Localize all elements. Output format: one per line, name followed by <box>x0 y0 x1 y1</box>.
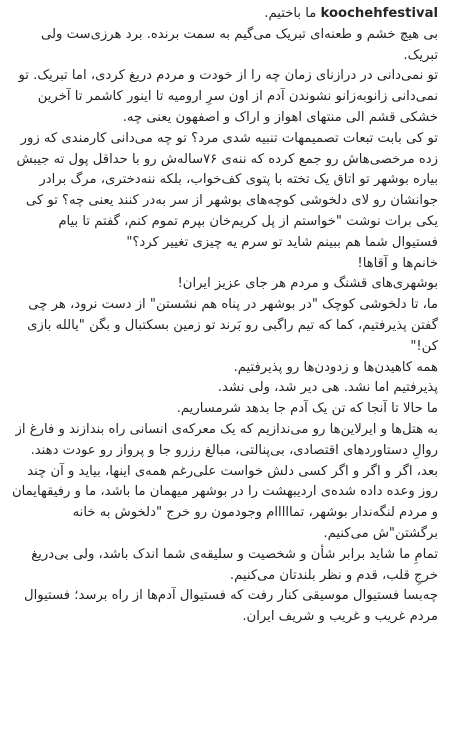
caption-paragraph: خانم‌ها و آقاها! <box>357 255 438 271</box>
caption-paragraph: بی هیچ خشم و طعنه‌ای تبریک می‌گیم به سمت برنده. برد هرزی‌ست ولی تبریک. <box>41 26 438 63</box>
caption-paragraph: ما حالا تا آنجا که تن یک آدم جا بدهد شرمساریم. <box>176 401 438 417</box>
caption-paragraph: بوشهری‌های قشنگ و مردم هر جای عزیز ایران! <box>177 276 438 292</box>
caption-paragraph: تو کی بابت تبعات تصمیمهات تنبیه شدی مرد؟ تو چه می‌دانی کارمندی که زور زده مرخصی‌هاش رو جمع کرده که ننه‌ی ۷۶ساله‌ش رو با حداقل پول ته جیبش بیاره بوشهر تو اتاق یک تخته با پتوی کف‌خواب، بلکه ننه‌دختری، مرگ برادر جوانشان رو لای دلخوشی کوچه‌های بوشهر از سر به‌در کنند یعنی چه؟ تو کی یکی برات نوشت "خواستم از پل کریم‌خان بپرم تموم کنم، گفتم تا بیام فستیوال شما هم ببینم شاید تو سرم یه چیزی تغییر کرد؟" <box>16 130 438 250</box>
caption-paragraph: بعد، اگر و اگر و اگر کسی دلش خواست علی‌رغم همه‌ی اینها، بیاید و آن چند روز وعده داده شده‌ی اردیبهشت را در بوشهر میهمان ما باشد، ما و رفیقهایمان و مردم لنگه‌ندار بوشهر، تمااااام وجودمون رو خرج "دلخوش به خانه برگشتن"ش می‌کنیم. <box>11 463 438 541</box>
caption-paragraph: به هتل‌ها و ایرلاین‌ها رو می‌ندازیم که یک معرکه‌ی انسانی راه بندازند و فارغ از روالِ دستاوردهای اقتصادی، بی‌پنالتی، مبالغ رزرو جا و پرواز رو عودت دهند. <box>15 421 438 458</box>
username-link[interactable]: koochehfestival <box>320 6 438 21</box>
caption-first-line <box>12 4 438 25</box>
caption-paragraph: ما باختیم. <box>264 6 317 21</box>
caption-paragraph: همه کاهیدن‌ها و زدودن‌ها رو پذیرفتیم. <box>233 359 438 375</box>
caption-paragraph: تو نمی‌دانی در درازنای زمان چه را از خودت و مردم دریغ کردی، اما تبریک. تو نمی‌دانی زانوبه‌زانو نشوندن آدم از اون سرِ ارومیه تا اینور کاشمر تا آخرین خشکی قشم الی منتهای اهواز و اراک و اصفهون یعنی چه. <box>18 68 438 125</box>
caption-paragraph: پذیرفتیم اما نشد. هی دیر شد، ولی نشد. <box>217 380 438 396</box>
caption-paragraph: ما، تا دلخوشی کوچک "در بوشهر در پناه هم نشستن" از دست نرود، هر چی گفتن پذیرفتیم، کما که تیم راگبی رو بَرند تو زمین بسکتبال و بگن "یالله بازی کن!" <box>27 297 438 354</box>
post-caption <box>12 4 438 628</box>
caption-paragraph: چه‌بسا فستیوال موسیقی کنار رفت که فستیوال آدم‌ها از راه برسد؛ فستیوال مردم غریب و غریب و شریف ایران. <box>24 588 438 625</box>
caption-paragraph: تمامِ ما شاید برابر شأن و شخصیت و سلیقه‌ی شما اندک باشد، ولی بی‌دریغ خرجِ قلب، قدم و نظر بلندتان می‌کنیم. <box>31 546 438 583</box>
